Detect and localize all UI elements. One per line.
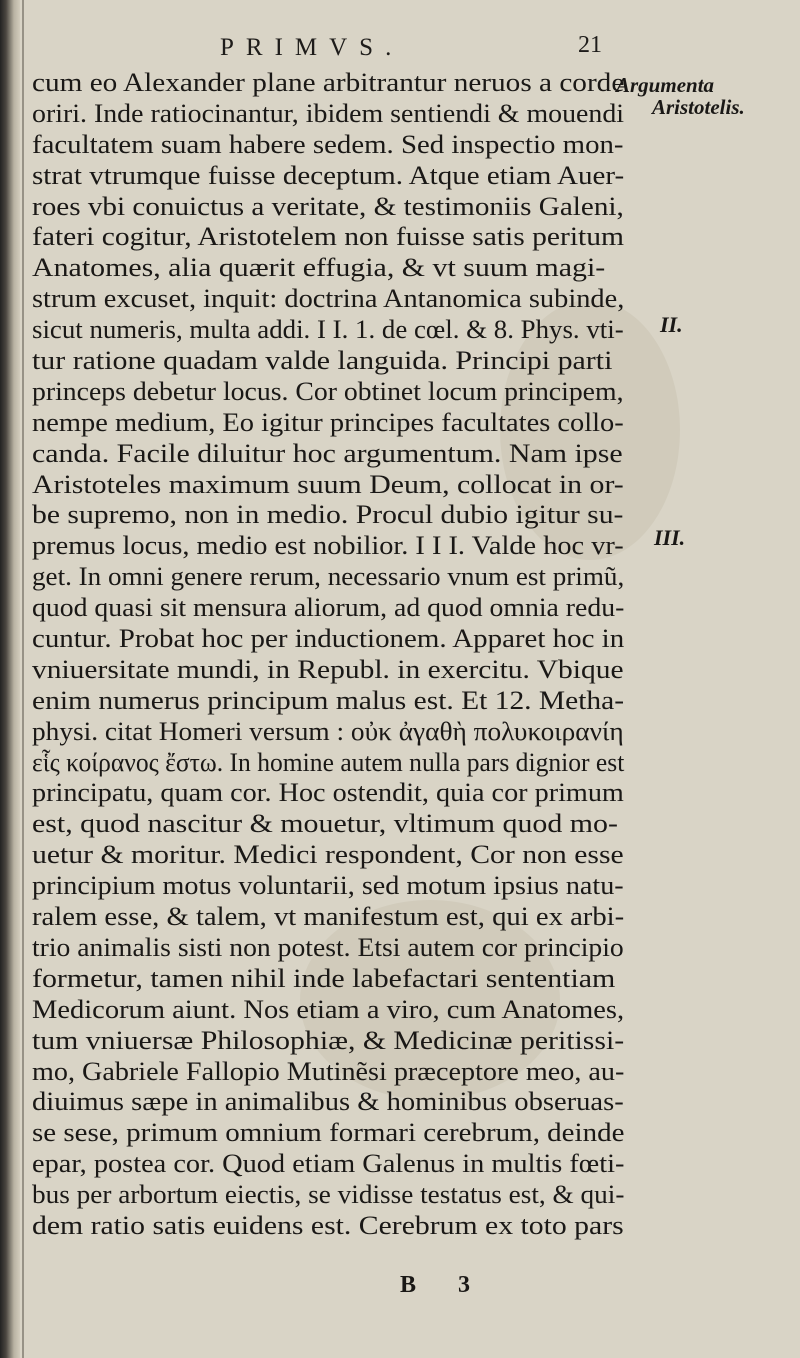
text-line: strat vtrumque fuisse deceptum. Atque etiam Auer- — [32, 160, 625, 190]
text-line: diuimus sæpe in animalibus & hominibus obseruas- — [32, 1087, 624, 1117]
text-line: premus locus, medio est nobilior. I I I. Valde hoc vr- — [32, 531, 624, 561]
running-head: PRIMVS. — [220, 34, 404, 61]
text-line: se sese, primum omnium formari cerebrum, deinde — [32, 1118, 625, 1148]
text-line: tur ratione quadam valde languida. Principi parti — [32, 346, 613, 376]
page-header — [0, 30, 800, 70]
text-line: Aristoteles maximum suum Deum, collocat in or- — [32, 469, 624, 499]
text-line: formetur, tamen nihil inde labefactari sententiam — [32, 963, 616, 993]
text-line: dem ratio satis euidens est. Cerebrum ex toto pars — [32, 1210, 624, 1240]
text-line: be supremo, non in medio. Procul dubio igitur su- — [32, 500, 624, 530]
body-text — [32, 68, 632, 1242]
text-line: canda. Facile diluitur hoc argumentum. Nam ipse — [32, 438, 623, 468]
binding-gutter — [0, 0, 20, 1358]
text-line: est, quod nascitur & mouetur, vltimum quod mo- — [32, 809, 618, 839]
text-line: principium motus voluntarii, sed motum ipsius natu- — [32, 871, 624, 901]
text-line: strum excuset, inquit: doctrina Antanomica subinde, — [32, 284, 625, 314]
text-line: Medicorum aiunt. Nos etiam a viro, cum Anatomes, — [32, 994, 625, 1024]
margin-note-numeral-3: III. — [654, 525, 686, 550]
text-line: oriri. Inde ratiocinantur, ibidem sentiendi & mouendi — [32, 98, 625, 128]
margin-note-numeral-2: II. — [660, 312, 683, 337]
margin-note-argumenta — [616, 74, 796, 118]
text-line: physi. citat Homeri versum : οὐκ ἀγαθὴ πολυκοιρανίη — [32, 716, 624, 746]
text-line: fateri cogitur, Aristotelem non fuisse satis peritum — [32, 222, 625, 252]
text-line: epar, postea cor. Quod etiam Galenus in multis fœti- — [32, 1149, 625, 1179]
text-line: principatu, quam cor. Hoc ostendit, quia cor primum — [32, 778, 624, 808]
text-line: quod quasi sit mensura aliorum, ad quod omnia redu- — [32, 593, 625, 623]
text-line: Anatomes, alia quærit effugia, & vt suum magi- — [32, 253, 606, 283]
text-line: roes vbi conuictus a veritate, & testimoniis Galeni, — [32, 191, 624, 221]
text-line: trio animalis sisti non potest. Etsi autem cor principio — [32, 932, 624, 962]
text-line: nempe medium, Eo igitur principes facultates collo- — [32, 407, 624, 437]
page-number: 21 — [578, 32, 602, 58]
text-line: mo, Gabriele Fallopio Mutinẽsi præceptore meo, au- — [32, 1056, 625, 1086]
text-line: cum eo Alexander plane arbitrantur neruos a corde — [32, 68, 625, 97]
text-line: vniuersitate mundi, in Republ. in exercitu. Vbique — [32, 654, 624, 684]
text-line: εἷς κοίρανος ἔστω. In homine autem nulla pars dignior est — [32, 747, 625, 777]
text-line: facultatem suam habere sedem. Sed inspectio mon- — [32, 129, 624, 159]
text-line: bus per arbortum eiectis, se vidisse testatus est, & qui- — [32, 1180, 625, 1210]
text-line: uetur & moritur. Medici respondent, Cor non esse — [32, 840, 624, 870]
signature-mark: B 3 — [400, 1272, 489, 1298]
margin-note-line: Argumenta — [616, 73, 715, 97]
text-line: ralem esse, & talem, vt manifestum est, qui ex arbi- — [32, 902, 625, 932]
fold-line — [22, 0, 24, 1358]
margin-note-line: Aristotelis. — [652, 95, 745, 119]
text-line: get. In omni genere rerum, necessario vnum est primũ, — [32, 562, 625, 592]
text-line: princeps debetur locus. Cor obtinet locum principem, — [32, 376, 624, 406]
text-line: sicut numeris, multa addi. I I. 1. de cœl. & 8. Phys. vti- — [32, 315, 624, 345]
text-line: cuntur. Probat hoc per inductionem. Apparet hoc in — [32, 624, 625, 654]
text-line: tum vniuersæ Philosophiæ, & Medicinæ peritissi- — [32, 1025, 625, 1055]
text-line: enim numerus principum malus est. Et 12. Metha- — [32, 685, 625, 715]
